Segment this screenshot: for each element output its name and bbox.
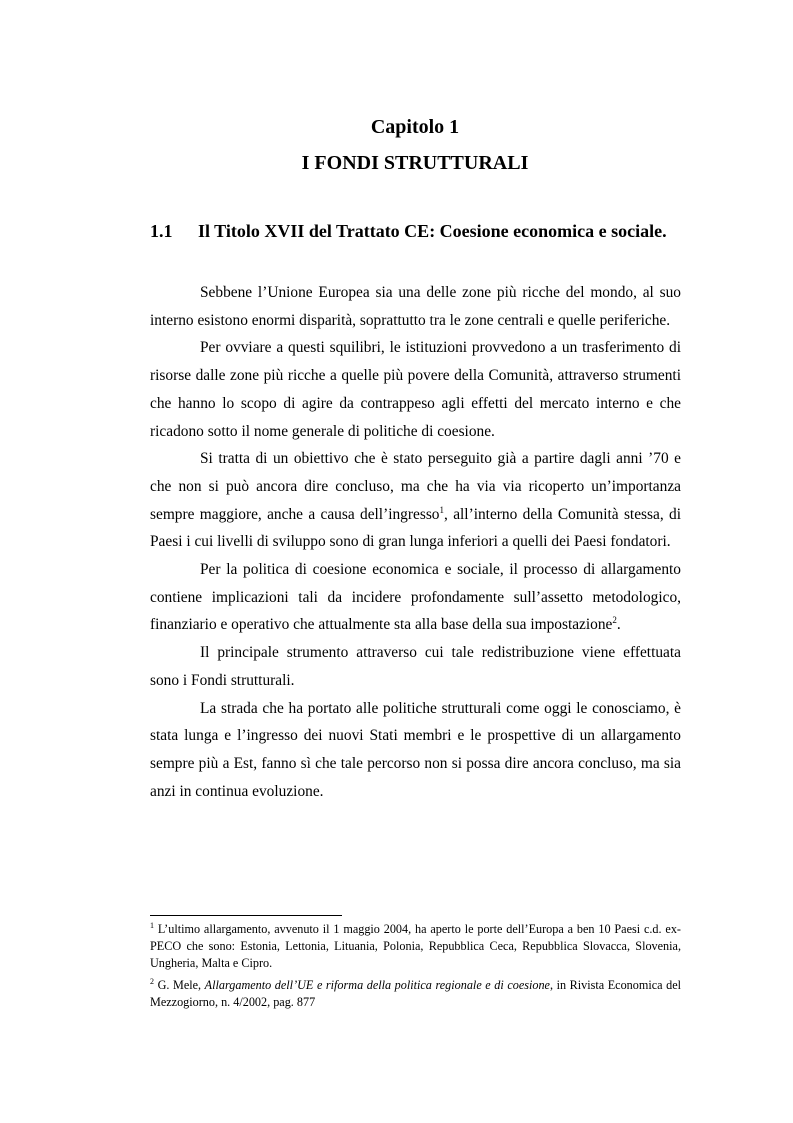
paragraph-text: Per ovviare a questi squilibri, le istituzioni provvedono a un trasferimento di risorse dalle zone più ricche a quelle più povere della Comunità, attraverso strumenti che hanno lo scopo di agire da contrappeso agli effetti del mercato interno e che ricadono sotto il nome generale di politiche di coesione. <box>150 339 681 440</box>
paragraph-text: Si tratta di un obiettivo che è stato perseguito già a partire dagli anni ’70 e che non si può ancora dire concluso, ma che ha via via ricoperto un’importanza sempre maggiore, anche a causa dell’ingresso <box>150 450 681 523</box>
footnote <box>150 921 681 972</box>
paragraph: Sebbene l’Unione Europea sia una delle zone più ricche del mondo, al suo interno esistono enormi disparità, soprattutto tra le zone centrali e quelle periferiche. <box>150 284 681 329</box>
section-number: 1.1 <box>150 221 173 241</box>
footnote-title: Allargamento dell’UE e riforma della politica regionale e di coesione <box>204 978 550 992</box>
chapter-title: I FONDI STRUTTURALI <box>301 152 529 174</box>
footnote-mark: 1 <box>150 920 154 930</box>
footnote-text: L’ultimo allargamento, avvenuto il 1 maggio 2004, ha aperto le porte dell’Europa a ben 10 Paesi c.d. ex-PECO che sono: Estonia, Lettonia, Lituania, Polonia, Repubblica Ceca, Repubblica Slovacca, Slovenia, Ungheria, Malta e Cipro. <box>150 922 681 970</box>
paragraph-text: Per la politica di coesione economica e sociale, il processo di allargamento contiene implicazioni tali da incidere profondamente sull’assetto metodologico, finanziario e operativo che attualmente sta alla base della sua impostazione <box>150 561 681 634</box>
section-heading <box>150 217 681 246</box>
section-title: Il Titolo XVII del Trattato CE: Coesione economica e sociale. <box>198 221 667 241</box>
paragraph <box>150 334 681 445</box>
footnote-author: G. Mele, <box>157 978 205 992</box>
footnote-divider <box>150 915 342 916</box>
paragraph <box>150 556 681 639</box>
paragraph: La strada che ha portato alle politiche strutturali come oggi le conosciamo, è stata lunga e l’ingresso dei nuovi Stati membri e le prospettive di un allargamento sempre più a Est, fanno sì che tale percorso non si possa dire ancora concluso, ma sia anzi in continua evoluzione. <box>150 699 681 800</box>
footnote-mark: 2 <box>150 976 154 986</box>
footnotes <box>150 921 681 1016</box>
paragraph <box>150 445 681 556</box>
paragraph: Il principale strumento attraverso cui tale redistribuzione viene effettuata sono i Fondi strutturali. <box>150 644 681 689</box>
paragraph-text: , all’interno della Comunità stessa, di Paesi i cui livelli di sviluppo sono di gran lunga inferiori a quelli dei Paesi fondatori. <box>150 505 682 551</box>
chapter-label: Capitolo 1 <box>370 116 460 138</box>
body-text <box>150 279 681 805</box>
paragraph-text: . <box>616 616 621 634</box>
footnote <box>150 977 681 1011</box>
footnote-text: , in Rivista Economica del Mezzogiorno, n. 4/2002, pag. 877 <box>150 978 682 1009</box>
footnote-reference[interactable]: 2 <box>612 615 617 626</box>
footnote-reference[interactable]: 1 <box>439 504 445 515</box>
